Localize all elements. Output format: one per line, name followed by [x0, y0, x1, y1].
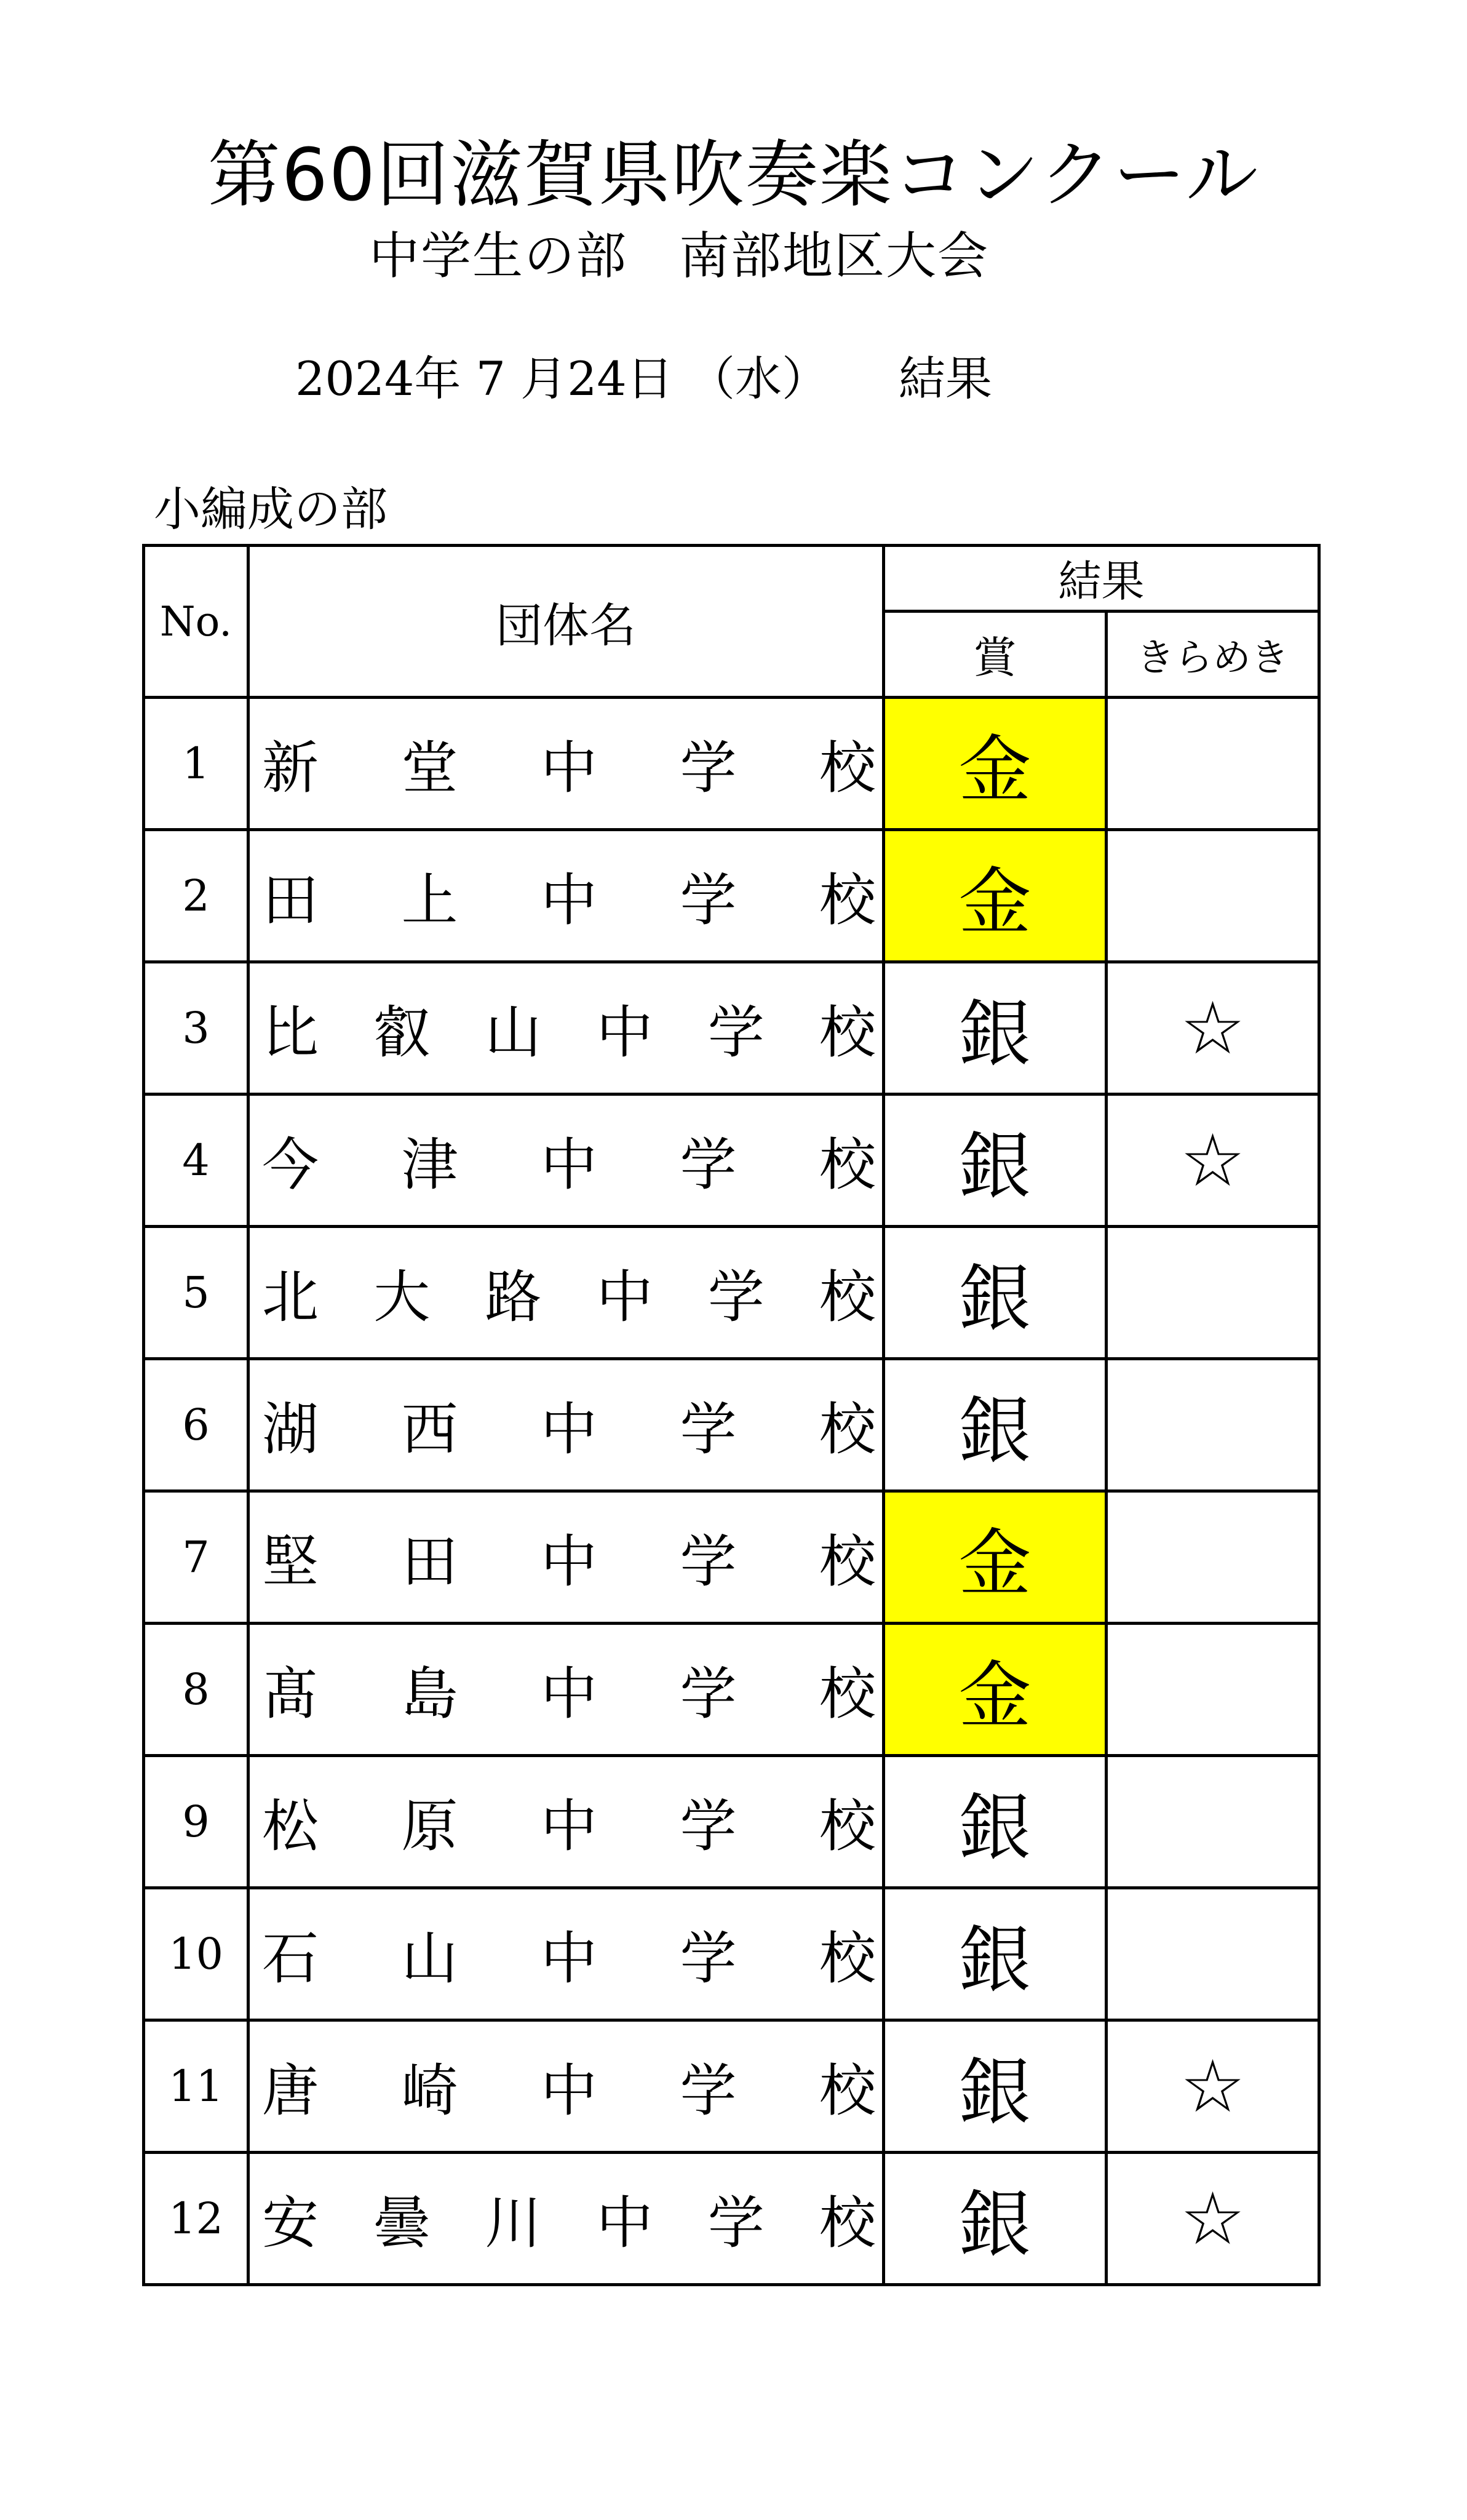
school-name-char: 崎: [401, 2058, 458, 2124]
table-row: [144, 1227, 1319, 1359]
school-name-char: 校: [819, 1132, 876, 1198]
school-name-char: 学: [707, 1264, 765, 1330]
row-number: 5: [144, 1227, 248, 1359]
kirameki-mark: ☆: [1107, 2153, 1319, 2285]
table-row: [144, 1624, 1319, 1756]
school-name: [248, 1756, 884, 1888]
table-row: [144, 830, 1319, 962]
results-table: [142, 544, 1321, 2286]
school-name-char: 学: [680, 2058, 737, 2124]
school-name-char: 北: [262, 1264, 319, 1330]
school-name: [248, 1095, 884, 1227]
school-name-char: 大: [373, 1264, 431, 1330]
results-body: [144, 698, 1319, 2285]
school-name-char: 松: [262, 1793, 319, 1859]
award-silver: 銀: [884, 2153, 1107, 2285]
school-name-char: 中: [540, 2058, 597, 2124]
table-row: [144, 1756, 1319, 1888]
school-name-char: 叡: [373, 1000, 431, 1066]
school-name: [248, 2020, 884, 2153]
school-name: [248, 1491, 884, 1624]
page-subtitle: 中学生の部 南部地区大会: [369, 227, 990, 285]
school-name-char: 津: [401, 1132, 458, 1198]
school-name: [248, 830, 884, 962]
row-number: 8: [144, 1624, 248, 1756]
table-row: [144, 2020, 1319, 2153]
school-name: [248, 2153, 884, 2285]
kirameki-mark: [1107, 1888, 1319, 2020]
school-name-char: 中: [540, 1926, 597, 1992]
award-silver: 銀: [884, 1095, 1107, 1227]
row-number: 3: [144, 962, 248, 1095]
award-silver: 銀: [884, 1227, 1107, 1359]
school-name-char: 川: [485, 2190, 542, 2256]
kirameki-mark: [1107, 1624, 1319, 1756]
school-name-char: 安: [262, 2190, 319, 2256]
school-name-char: 堅: [262, 1529, 319, 1595]
date-line: 2024年 7 月24日 （水） 結果: [295, 351, 992, 406]
school-name-char: 学: [680, 1926, 737, 1992]
school-name-char: 中: [540, 1397, 597, 1462]
school-name-char: 学: [680, 735, 737, 801]
row-number: 6: [144, 1359, 248, 1491]
school-name-char: 上: [401, 867, 458, 933]
table-row: [144, 1491, 1319, 1624]
table-row: [144, 1095, 1319, 1227]
school-name-char: 校: [819, 867, 876, 933]
school-name: [248, 1227, 884, 1359]
school-name-char: 山: [401, 1926, 458, 1992]
school-name-char: 学: [680, 1132, 737, 1198]
award-silver: 銀: [884, 1756, 1107, 1888]
school-name-char: 湖: [262, 1397, 319, 1462]
school-name-char: 原: [401, 1793, 458, 1859]
row-number: 9: [144, 1756, 248, 1888]
kirameki-mark: ☆: [1107, 962, 1319, 1095]
school-name-char: 田: [401, 1529, 458, 1595]
school-name-char: 校: [819, 1661, 876, 1727]
school-name-char: 学: [680, 1397, 737, 1462]
school-name-char: 石: [262, 1926, 319, 1992]
row-number: 1: [144, 698, 248, 830]
school-name: [248, 698, 884, 830]
school-name-char: 学: [680, 1793, 737, 1859]
school-name-char: 髙: [262, 1661, 319, 1727]
school-name-char: 田: [262, 867, 319, 933]
kirameki-mark: [1107, 1359, 1319, 1491]
school-name-char: 校: [819, 735, 876, 801]
school-name: [248, 1888, 884, 2020]
school-name-char: 校: [819, 1793, 876, 1859]
kirameki-mark: ☆: [1107, 2020, 1319, 2153]
row-number: 2: [144, 830, 248, 962]
table-row: [144, 962, 1319, 1095]
school-name-char: 山: [485, 1000, 542, 1066]
award-silver: 銀: [884, 1359, 1107, 1491]
school-name-char: 学: [680, 867, 737, 933]
school-name-char: 校: [819, 1926, 876, 1992]
school-name-char: 西: [401, 1397, 458, 1462]
school-name-char: 新: [262, 735, 319, 801]
row-number: 12: [144, 2153, 248, 2285]
page-title: 第60回滋賀県吹奏楽コンクール: [207, 132, 1260, 217]
award-gold: 金: [884, 1491, 1107, 1624]
award-silver: 銀: [884, 962, 1107, 1095]
school-name-char: 中: [540, 1529, 597, 1595]
row-number: 7: [144, 1491, 248, 1624]
row-number: 11: [144, 2020, 248, 2153]
school-name-char: 校: [819, 2190, 876, 2256]
school-name: [248, 1359, 884, 1491]
school-name: [248, 1624, 884, 1756]
school-name-char: 学: [707, 1000, 765, 1066]
school-name-char: 島: [401, 1661, 458, 1727]
school-name-char: 中: [596, 1000, 653, 1066]
table-row: [144, 1888, 1319, 2020]
school-name-char: 中: [540, 735, 597, 801]
table-row: [144, 2153, 1319, 2285]
school-name-char: 路: [485, 1264, 542, 1330]
award-gold: 金: [884, 830, 1107, 962]
school-name-char: 唐: [262, 2058, 319, 2124]
award-gold: 金: [884, 1624, 1107, 1756]
kirameki-mark: [1107, 1227, 1319, 1359]
school-name-char: 校: [819, 1000, 876, 1066]
table-row: [144, 698, 1319, 830]
school-name-char: 中: [596, 2190, 653, 2256]
school-name-char: 学: [680, 1661, 737, 1727]
header-no: No.: [144, 546, 248, 698]
school-name-char: 校: [819, 1264, 876, 1330]
table-row: [144, 1359, 1319, 1491]
header-group-name: 団体名: [248, 546, 884, 698]
school-name-char: 校: [819, 1397, 876, 1462]
school-name-char: 校: [819, 1529, 876, 1595]
school-name-char: 中: [596, 1264, 653, 1330]
award-silver: 銀: [884, 2020, 1107, 2153]
school-name-char: 中: [540, 1793, 597, 1859]
school-name: [248, 962, 884, 1095]
award-gold: 金: [884, 698, 1107, 830]
kirameki-mark: [1107, 698, 1319, 830]
school-name-char: 今: [262, 1132, 319, 1198]
school-name-char: 学: [680, 1529, 737, 1595]
school-name-char: 中: [540, 867, 597, 933]
header-award: 賞: [884, 611, 1107, 697]
school-name-char: 堂: [401, 735, 458, 801]
kirameki-mark: ☆: [1107, 1095, 1319, 1227]
header-result: 結果: [884, 546, 1319, 612]
kirameki-mark: [1107, 1756, 1319, 1888]
school-name-char: 校: [819, 2058, 876, 2124]
row-number: 4: [144, 1095, 248, 1227]
row-number: 10: [144, 1888, 248, 2020]
header-kirameki: きらめき: [1107, 611, 1319, 697]
school-name-char: 学: [707, 2190, 765, 2256]
school-name-char: 曇: [373, 2190, 431, 2256]
award-silver: 銀: [884, 1888, 1107, 2020]
kirameki-mark: [1107, 830, 1319, 962]
section-heading: 小編成の部: [154, 482, 388, 536]
kirameki-mark: [1107, 1491, 1319, 1624]
school-name-char: 比: [262, 1000, 319, 1066]
school-name-char: 中: [540, 1132, 597, 1198]
school-name-char: 中: [540, 1661, 597, 1727]
